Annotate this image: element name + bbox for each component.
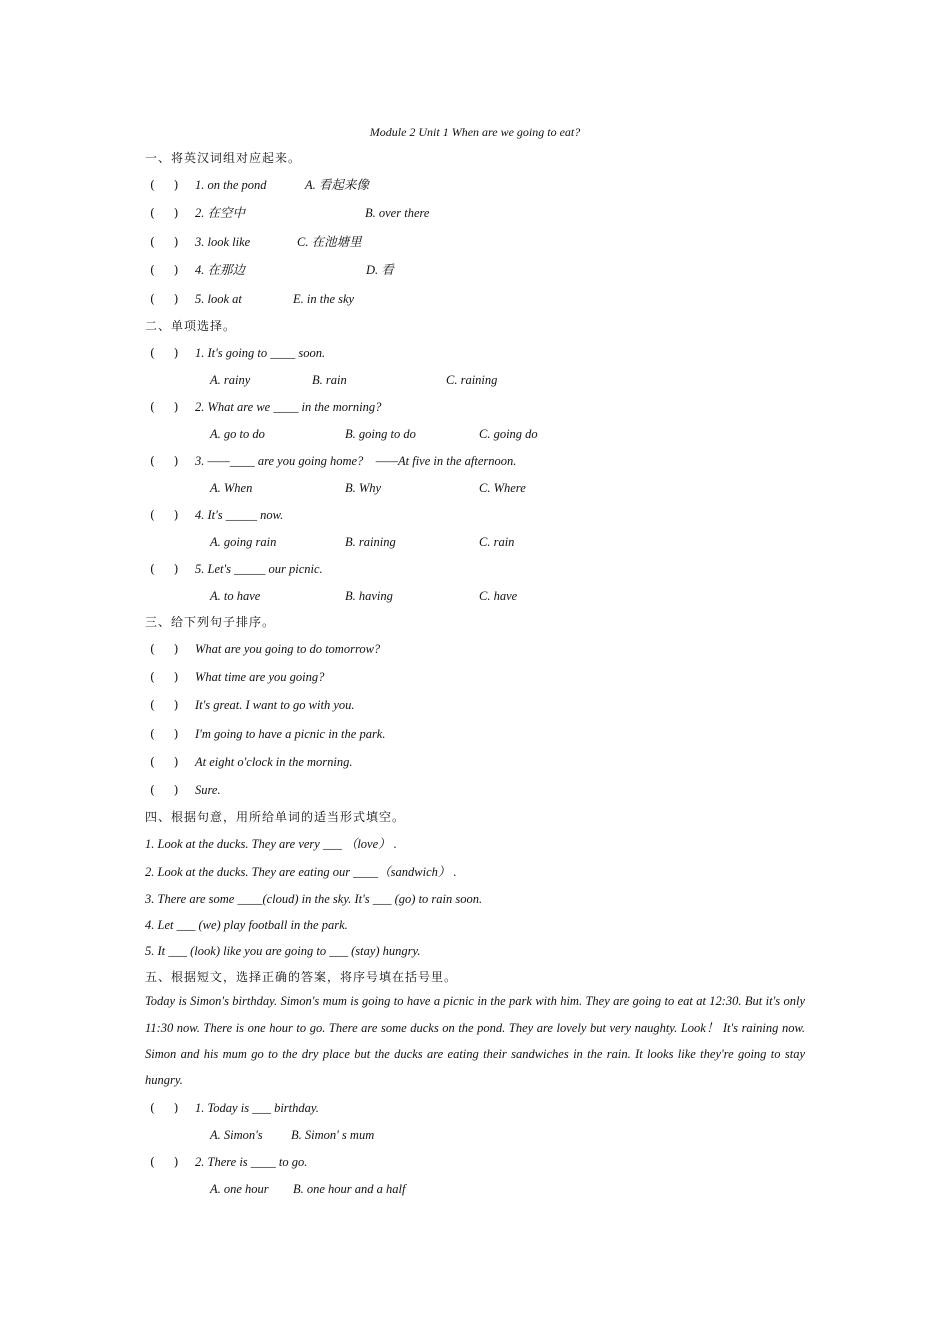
s1-item-right: C. 在池塘里 (297, 235, 362, 249)
option-a: A. rainy (210, 373, 251, 387)
section-3-heading: 三、给下列句子排序。 (145, 615, 276, 629)
option-a: A. When (210, 481, 253, 495)
option-b: B. having (345, 589, 393, 603)
option-b: B. one hour and a half (293, 1182, 406, 1196)
s1-item-left: 4. 在那边 (195, 263, 246, 277)
option-b: B. rain (312, 373, 347, 387)
answer-paren: ( ) (150, 292, 179, 306)
section-4-heading: 四、根据句意，用所给单词的适当形式填空。 (145, 810, 406, 824)
sentence-text: What time are you going? (195, 670, 325, 684)
option-c: C. have (479, 589, 518, 603)
passage-line-2: 11:30 now. There is one hour to go. There are some ducks on the pond. They are lovely but very naughty. Look！ It's raining now. (145, 1021, 805, 1035)
option-b: B. going to do (345, 427, 416, 441)
option-a: A. to have (210, 589, 261, 603)
option-b: B. Simon' s mum (291, 1128, 375, 1142)
passage-line-1: Today is Simon's birthday. Simon's mum is going to have a picnic in the park with him. They are going to eat at 12:30. But it's only (145, 994, 805, 1008)
answer-paren: ( ) (150, 755, 179, 769)
s1-item-right: E. in the sky (293, 292, 355, 306)
passage-line-4: hungry. (145, 1073, 183, 1087)
answer-paren: ( ) (150, 178, 179, 192)
s1-item-right: A. 看起来像 (305, 178, 369, 192)
section-2-heading: 二、单项选择。 (145, 319, 237, 333)
answer-paren: ( ) (150, 698, 179, 712)
s1-item-left: 1. on the pond (195, 178, 267, 192)
s1-item-left: 2. 在空中 (195, 206, 246, 220)
s4-item-4: 4. Let ___ (we) play football in the park. (145, 918, 348, 932)
answer-paren: ( ) (150, 562, 179, 576)
s4-item-2: 2. Look at the ducks. They are eating our ____（sandwich） . (145, 865, 457, 879)
s1-item-left: 3. look like (195, 235, 251, 249)
answer-paren: ( ) (150, 400, 179, 414)
answer-paren: ( ) (150, 206, 179, 220)
option-c: C. going do (479, 427, 538, 441)
option-c: C. raining (446, 373, 498, 387)
question-text: 5. Let's _____ our picnic. (195, 562, 323, 576)
question-text: 2. There is ____ to go. (195, 1155, 308, 1169)
answer-paren: ( ) (150, 1155, 179, 1169)
s1-item-left: 5. look at (195, 292, 242, 306)
answer-paren: ( ) (150, 235, 179, 249)
option-b: B. raining (345, 535, 396, 549)
answer-paren: ( ) (150, 508, 179, 522)
s4-item-3: 3. There are some ____(cloud) in the sky. It's ___ (go) to rain soon. (145, 892, 483, 906)
question-text: 2. What are we ____ in the morning? (195, 400, 382, 414)
question-text: 1. Today is ___ birthday. (195, 1101, 319, 1115)
answer-paren: ( ) (150, 1101, 179, 1115)
option-a: A. one hour (210, 1182, 269, 1196)
option-a: A. Simon's (210, 1128, 263, 1142)
sentence-text: It's great. I want to go with you. (195, 698, 355, 712)
question-text: 1. It's going to ____ soon. (195, 346, 326, 360)
answer-paren: ( ) (150, 346, 179, 360)
passage-line-3: Simon and his mum go to the dry place but the ducks are eating their sandwiches in the rain. It looks like they're going to stay (145, 1047, 805, 1061)
answer-paren: ( ) (150, 783, 179, 797)
option-b: B. Why (345, 481, 382, 495)
section-5-heading: 五、根据短文，选择正确的答案，将序号填在括号里。 (145, 970, 458, 984)
answer-paren: ( ) (150, 727, 179, 741)
answer-paren: ( ) (150, 642, 179, 656)
option-a: A. go to do (210, 427, 265, 441)
section-1-heading: 一、将英汉词组对应起来。 (145, 151, 302, 165)
answer-paren: ( ) (150, 670, 179, 684)
s4-item-5: 5. It ___ (look) like you are going to ___ (stay) hungry. (145, 944, 421, 958)
option-c: C. rain (479, 535, 515, 549)
s4-item-1: 1. Look at the ducks. They are very ___ （love） . (145, 837, 397, 851)
question-text: 3. ——____ are you going home? ——At five in the afternoon. (195, 454, 517, 468)
answer-paren: ( ) (150, 263, 179, 277)
answer-paren: ( ) (150, 454, 179, 468)
page-title: Module 2 Unit 1 When are we going to eat? (369, 125, 581, 139)
s1-item-right: B. over there (365, 206, 430, 220)
s1-item-right: D. 看 (366, 263, 394, 277)
sentence-text: What are you going to do tomorrow? (195, 642, 381, 656)
sentence-text: At eight o'clock in the morning. (195, 755, 353, 769)
sentence-text: I'm going to have a picnic in the park. (195, 727, 386, 741)
sentence-text: Sure. (195, 783, 221, 797)
question-text: 4. It's _____ now. (195, 508, 284, 522)
option-c: C. Where (479, 481, 526, 495)
option-a: A. going rain (210, 535, 277, 549)
